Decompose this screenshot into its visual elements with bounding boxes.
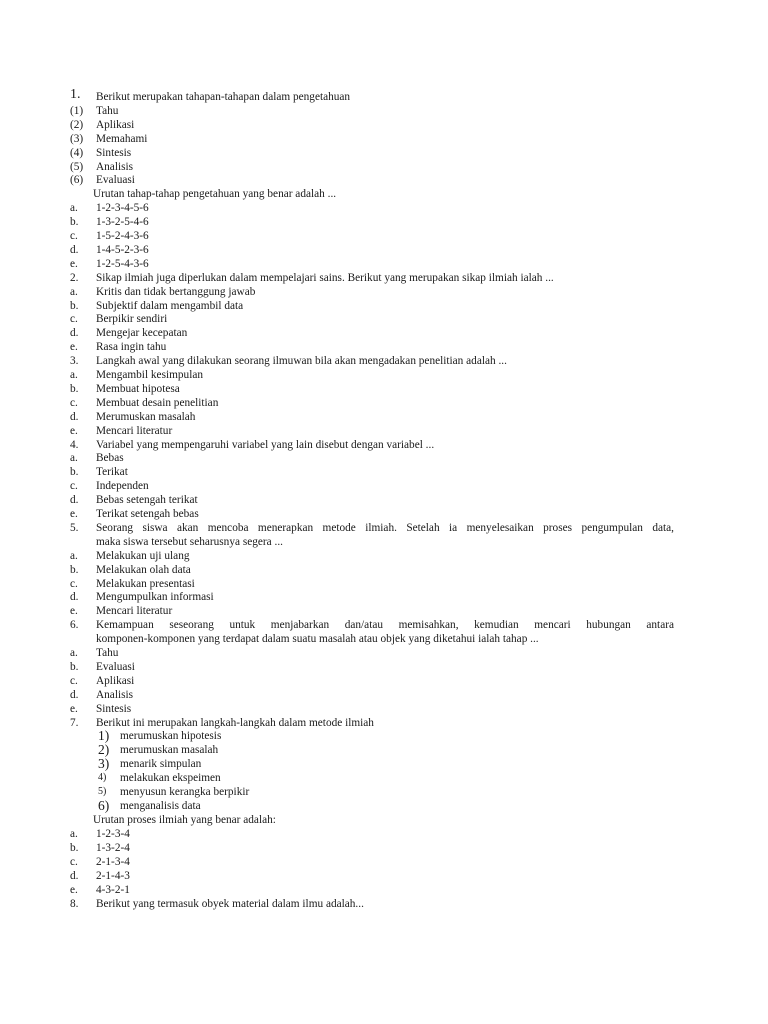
option-letter: b. [70, 299, 79, 312]
question-text: Seorang siswa akan mencoba menerapkan metode ilmiah. Setelah ia menyelesaikan proses pengumpulan data, [96, 521, 674, 534]
option-text: Mengejar kecepatan [96, 327, 188, 340]
option-letter: a. [70, 828, 78, 840]
option-text: 2-1-4-3 [96, 869, 130, 882]
list-marker: (6) [70, 174, 84, 187]
option-letter: b. [70, 382, 79, 395]
option-letter: e. [70, 605, 78, 618]
option-text: Membuat desain penelitian [96, 396, 219, 409]
option-text: Membuat hipotesa [96, 382, 180, 395]
list-marker: 6) [98, 798, 110, 814]
list-marker: (2) [70, 118, 84, 131]
list-marker: 2) [98, 742, 110, 758]
option-letter: d. [70, 410, 79, 423]
option-letter: d. [70, 243, 79, 256]
question-number: 4. [70, 438, 79, 451]
list-text: Sintesis [96, 146, 132, 159]
option-letter: a. [70, 369, 78, 381]
option-text: Mencari literatur [96, 424, 173, 437]
option-letter: c. [70, 230, 78, 242]
option-letter: c. [70, 480, 78, 493]
option-letter: e. [70, 341, 78, 354]
option-text: Mencari literatur [96, 605, 173, 618]
option-text: Analisis [96, 688, 134, 701]
option-text: Berpikir sendiri [96, 313, 168, 326]
option-text: Sintesis [96, 702, 132, 715]
option-letter: b. [70, 841, 79, 854]
option-text: 1-5-2-4-3-6 [96, 230, 149, 242]
option-letter: c. [70, 396, 78, 409]
option-letter: a. [70, 285, 78, 298]
option-text: 2-1-3-4 [96, 855, 130, 868]
option-letter: e. [70, 257, 78, 270]
list-marker: 5) [98, 786, 107, 798]
question-text: Berikut ini merupakan langkah-langkah dalam metode ilmiah [96, 716, 374, 729]
option-letter: d. [70, 591, 79, 604]
option-letter: d. [70, 869, 79, 882]
list-text: menganalisis data [120, 800, 201, 813]
question-number: 5. [70, 521, 79, 534]
option-text: 1-3-2-4 [96, 841, 130, 854]
question-text: maka siswa tersebut seharusnya segera ... [96, 535, 283, 548]
list-text: Tahu [96, 104, 119, 117]
list-marker: 1) [98, 728, 110, 744]
list-text: menyusun kerangka berpikir [120, 786, 250, 799]
option-letter: c. [70, 313, 78, 326]
question-text: Berikut yang termasuk obyek material dalam ilmu adalah... [96, 897, 364, 910]
list-text: Evaluasi [96, 174, 135, 187]
option-letter: d. [70, 327, 79, 340]
option-text: Tahu [96, 647, 119, 659]
question-number: 8. [70, 897, 79, 910]
option-letter: c. [70, 674, 78, 687]
list-text: Aplikasi [96, 118, 135, 131]
option-text: Bebas setengah terikat [96, 494, 198, 507]
question-text: komponen-komponen yang terdapat dalam suatu masalah atau objek yang diketahui ialah tahap ... [96, 633, 539, 646]
option-letter: c. [70, 855, 78, 868]
list-text: Analisis [96, 160, 134, 173]
option-letter: e. [70, 424, 78, 437]
option-text: Merumuskan masalah [96, 410, 196, 423]
option-letter: e. [70, 883, 78, 896]
option-text: 1-2-3-4-5-6 [96, 202, 149, 215]
list-text: merumuskan hipotesis [120, 730, 222, 743]
option-text: Subjektif dalam mengambil data [96, 299, 244, 312]
option-text: 1-4-5-2-3-6 [96, 243, 149, 256]
question-text: Kemampuan seseorang untuk menjabarkan dan/atau memisahkan, kemudian mencari hubungan antara [96, 619, 674, 632]
option-letter: a. [70, 202, 78, 215]
option-text: 1-2-5-4-3-6 [96, 257, 149, 270]
option-text: Melakukan olah data [96, 563, 191, 576]
option-letter: b. [70, 216, 79, 229]
option-letter: d. [70, 688, 79, 701]
question-text: Variabel yang mempengaruhi variabel yang lain disebut dengan variabel ... [96, 438, 435, 451]
list-marker: (1) [70, 104, 84, 117]
question-text: Berikut merupakan tahapan-tahapan dalam pengetahuan [96, 91, 351, 103]
option-text: 4-3-2-1 [96, 883, 130, 896]
prompt-text: Urutan tahap-tahap pengetahuan yang benar adalah ... [93, 188, 337, 201]
option-text: Mengambil kesimpulan [96, 369, 203, 381]
option-letter: d. [70, 494, 79, 507]
question-text: Langkah awal yang dilakukan seorang ilmuwan bila akan mengadakan penelitian adalah ... [96, 355, 507, 368]
option-text: Terikat [96, 466, 128, 479]
option-text: Kritis dan tidak bertanggung jawab [96, 285, 256, 298]
question-number: 7. [70, 716, 79, 729]
prompt-text: Urutan proses ilmiah yang benar adalah: [93, 814, 276, 827]
list-text: melakukan ekspeimen [120, 772, 221, 785]
question-number: 3. [70, 355, 79, 368]
option-text: Bebas [96, 452, 124, 465]
option-letter: a. [70, 549, 78, 562]
list-marker: 4) [98, 772, 107, 784]
option-text: Evaluasi [96, 660, 135, 673]
option-letter: e. [70, 702, 78, 715]
question-number: 1. [70, 87, 81, 102]
question-number: 6. [70, 619, 79, 632]
option-letter: c. [70, 577, 78, 590]
list-marker: (4) [70, 146, 84, 159]
option-letter: b. [70, 660, 79, 673]
option-text: 1-2-3-4 [96, 828, 130, 840]
option-letter: b. [70, 563, 79, 576]
list-text: Memahami [96, 132, 148, 145]
option-text: Melakukan uji ulang [96, 549, 190, 562]
list-marker: 3) [98, 756, 110, 772]
option-text: Independen [96, 480, 149, 493]
option-text: Aplikasi [96, 674, 135, 687]
list-text: menarik simpulan [120, 758, 202, 771]
option-text: Mengumpulkan informasi [96, 591, 214, 604]
option-letter: a. [70, 452, 78, 465]
list-marker: (5) [70, 160, 84, 173]
option-letter: b. [70, 466, 79, 479]
option-text: Terikat setengah bebas [96, 508, 199, 520]
list-marker: (3) [70, 132, 84, 145]
option-text: 1-3-2-5-4-6 [96, 216, 149, 229]
list-text: merumuskan masalah [120, 744, 219, 757]
option-text: Melakukan presentasi [96, 577, 195, 590]
option-letter: e. [70, 508, 78, 520]
option-text: Rasa ingin tahu [96, 341, 167, 354]
question-number: 2. [70, 271, 79, 284]
question-text: Sikap ilmiah juga diperlukan dalam mempelajari sains. Berikut yang merupakan sikap ilmiah ialah ... [96, 271, 554, 284]
option-letter: a. [70, 647, 78, 659]
